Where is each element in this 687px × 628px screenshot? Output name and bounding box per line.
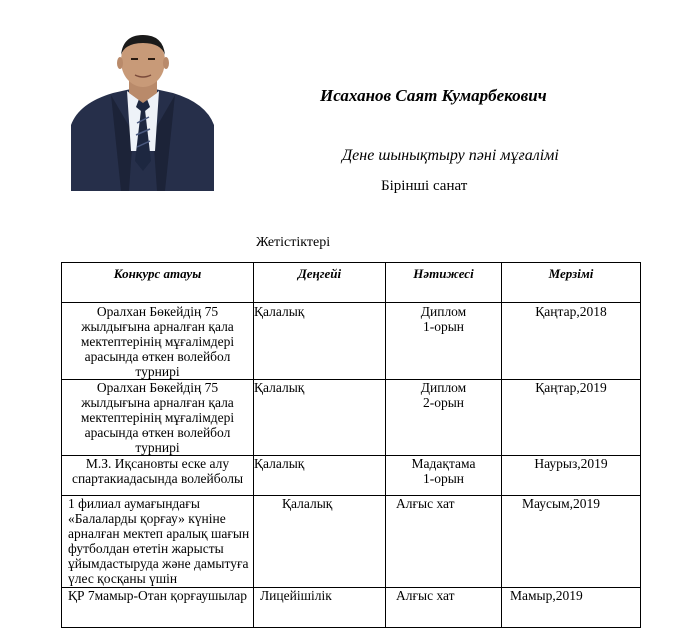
table-row bbox=[62, 303, 641, 380]
teacher-position: Дене шынықтыру пәні мұғалімі bbox=[342, 147, 559, 164]
table-row bbox=[62, 380, 641, 456]
date-cell: Қаңтар,2019 bbox=[502, 380, 641, 456]
result-line1: Диплом bbox=[420, 380, 467, 395]
teacher-name: Исаханов Саят Кумарбекович bbox=[320, 86, 547, 105]
level-cell: Қалалық bbox=[254, 303, 386, 380]
contest-cell: Оралхан Бөкейдің 75 жылдығына арналған қала мектептерінің мұғалімдері арасында өткен волейбол турнирі bbox=[62, 303, 254, 380]
date-cell: Маусым,2019 bbox=[502, 496, 641, 588]
result-cell bbox=[386, 303, 502, 380]
contest-cell: М.З. Иқсановты еске алу спартакиадасында волейболы bbox=[62, 456, 254, 496]
result-line1: Алғыс хат bbox=[396, 588, 455, 603]
table-header-row bbox=[62, 263, 641, 303]
header-contest: Конкурс атауы bbox=[62, 263, 254, 303]
result-line1: Мадақтама bbox=[411, 456, 476, 471]
level-cell: Қалалық bbox=[254, 496, 386, 588]
achievements-table bbox=[61, 262, 641, 628]
header-date: Мерзімі bbox=[502, 263, 641, 303]
teacher-photo bbox=[71, 33, 214, 191]
result-cell bbox=[386, 380, 502, 456]
contest-cell: 1 филиал аумағындағы «Балаларды қорғау» күніне арналған мектеп аралық шағын футболдан өтетін жарысты ұйымдастыруда және дамытуға үлес қосқаны үшін bbox=[62, 496, 254, 588]
result-cell bbox=[386, 456, 502, 496]
date-cell: Қаңтар,2018 bbox=[502, 303, 641, 380]
date-cell: Мамыр,2019 bbox=[502, 588, 641, 628]
table-row bbox=[62, 588, 641, 628]
contest-cell: ҚР 7мамыр-Отан қорғаушылар bbox=[62, 588, 254, 628]
date-cell: Наурыз,2019 bbox=[502, 456, 641, 496]
table-row bbox=[62, 456, 641, 496]
result-line2: 2-орын bbox=[422, 395, 465, 410]
result-line1: Диплом bbox=[420, 304, 467, 319]
header-level: Деңгейі bbox=[254, 263, 386, 303]
level-cell: Қалалық bbox=[254, 456, 386, 496]
contest-cell: Оралхан Бөкейдің 75 жылдығына арналған қала мектептерінің мұғалімдері арасында өткен волейбол турнирі bbox=[62, 380, 254, 456]
result-line1: Алғыс хат bbox=[396, 496, 455, 511]
table-row bbox=[62, 496, 641, 588]
result-line2: 1-орын bbox=[422, 319, 465, 334]
teacher-category: Бірінші санат bbox=[381, 178, 468, 194]
result-line2: 1-орын bbox=[422, 471, 465, 486]
level-cell: Лицейішілік bbox=[254, 588, 386, 628]
achievements-title: Жетістіктері bbox=[256, 235, 331, 250]
portrait-image bbox=[71, 33, 214, 191]
level-cell: Қалалық bbox=[254, 380, 386, 456]
result-cell bbox=[386, 588, 502, 628]
result-cell bbox=[386, 496, 502, 588]
header-result: Нәтижесі bbox=[386, 263, 502, 303]
